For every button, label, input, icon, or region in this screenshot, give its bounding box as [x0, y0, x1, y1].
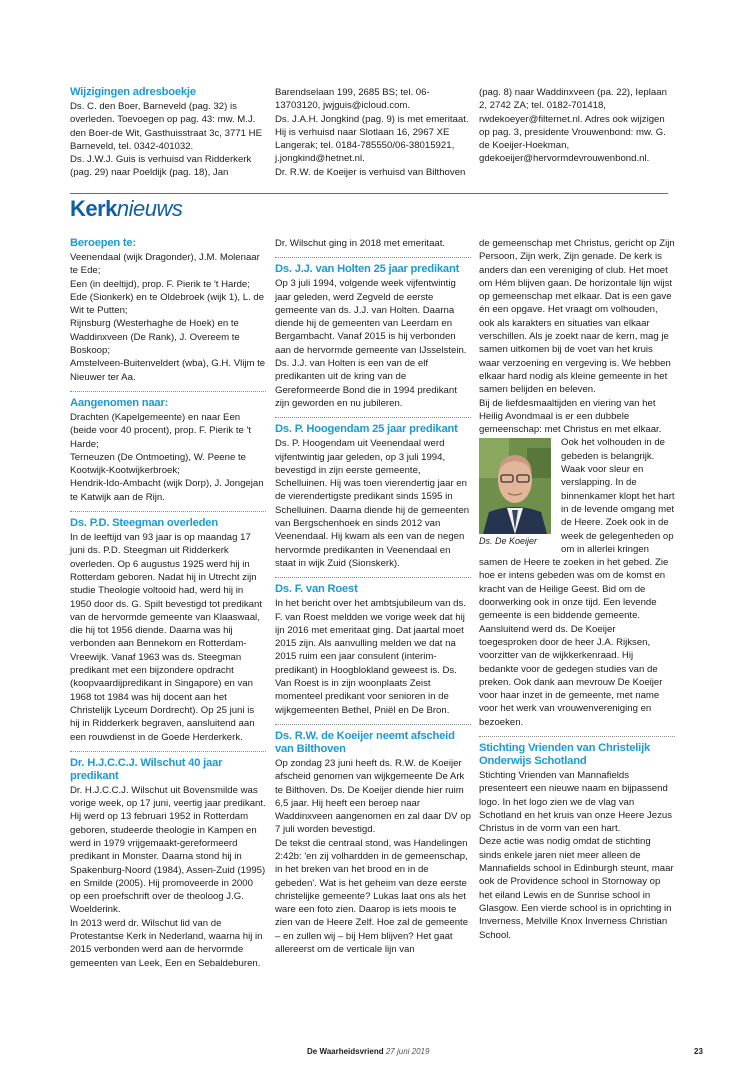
portrait-image — [479, 438, 551, 534]
column-1 — [70, 237, 266, 970]
dotted-separator — [70, 511, 266, 512]
paragraph: Aansluitend werd ds. De Koeijer toegesproken door de heer J.A. Rijksen, voorzitter van de wijkkerkenraad. Hij bedankte voor de gedegen studies van de preken. Ook dank aan mevrouw De Koeijer voor haar inzet in de gemeente, met name voor het werk van vrouwenvereniging en bezoeken. — [479, 623, 663, 728]
paragraph: In de leeftijd van 93 jaar is op maandag 17 juni ds. P.D. Steegman uit Ridderkerk overleden. Op 6 augustus 1925 werd hij in Rotterdam geboren. Nadat hij in Utrecht zijn studie Theologie voltooid had, werd hij in 1950 door ds. G. Spilt bevestigd tot predikant van de hervormde gemeente van Klaaswaal, die hij tot 1956 diende. Daarna was hij verbonden aan Bennekom en Rotterdam-Vreewijk. Vanaf 1963 was ds. Steegman predikant met een bijzondere opdracht (koopvaardijpredikant in Singapore) en van 1968 tot 1984 was hij docent aan het Christelijk Lyceum Dordrecht). Op 25 juni is hij in Ridderkerk begraven, aansluitend aan een rouwdienst in de Goede Herderkerk. — [70, 532, 262, 743]
paragraph: Ds. C. den Boer, Barneveld (pag. 32) is overleden. Toevoegen op pag. 43: mw. M.J. den Boer-de Wit, Gasthuisstraat 3c, 3771 HE Barneveld, tel. 0342-401032. — [70, 101, 262, 152]
dotted-separator — [275, 724, 471, 725]
paragraph: Ds. J.A.H. Jongkind (pag. 9) is met emeritaat. Hij is verhuisd naar Slotlaan 16, 2967 XE Langerak; tel. 0184-785550/06-38015921, j.jongkind@hetnet.nl. — [275, 113, 469, 165]
dotted-separator — [275, 417, 471, 418]
paragraph: Ds. P. Hoogendam uit Veenendaal werd vijfentwintig jaar geleden, op 3 juli 1994, bevestigd in zijn eerste gemeente, Schelluinen. Hij was toen vierendertig jaar en de vierendertigste predikant sinds 1595 in Schelluinen. Daarna diende hij de gemeenten van Bergschenhoek en sinds 2012 van Veenendaal. Hij kwam als een van de negen hervormde predikanten in Veenendaal en staat in wijk Zuid (Sionskerk). — [275, 438, 470, 569]
heading-wilschut: Dr. H.J.C.C.J. Wilschut 40 jaar predikant — [70, 756, 223, 782]
paragraph: Hendrik-Ido-Ambacht (wijk Dorp), J. Jongejan te Katwijk aan de Rijn. — [70, 478, 264, 503]
page-number: 23 — [694, 1047, 703, 1056]
dotted-separator — [275, 577, 471, 578]
paragraph: Op 3 juli 1994, volgende week vijfentwintig jaar geleden, werd Zegveld de eerste gemeente van ds. J.J. van Holten. Daarna diende hij de gemeenten van Leerdam en Bergambacht. Vanaf 2015 is hij verbonden aan de hervormde gemeente van IJsselstein. Ds. J.J. van Holten is een van de elf predikanten uit de kring van de Gereformeerde Bond die in 1994 predikant zijn geworden en nu jubileren. — [275, 278, 467, 409]
heading-holten: Ds. J.J. van Holten 25 jaar predikant — [275, 263, 460, 276]
paragraph: Terneuzen (De Ontmoeting), W. Peene te Kootwijk-Kootwijkerbroek; — [70, 451, 246, 477]
photo-caption: Ds. De Koeijer — [479, 536, 538, 547]
paragraph: Veenendaal (wijk Dragonder), J.M. Molenaar te Ede; — [70, 252, 260, 277]
column-2 — [275, 237, 471, 956]
address-changes-col1 — [70, 86, 266, 180]
paragraph: Ede (Sionkerk) en te Oldebroek (wijk 1), L. de Wit te Putten; — [70, 291, 265, 317]
paragraph: Deze actie was nodig omdat de stichting sinds enkele jaren niet meer alleen de Mannafields school in Edinburgh steunt, maar ook de Providence school in Stornoway op het eiland Lewis en de Sunrise school in Glasgow. Een vierde school is in oprichting in Inverness, Melville Knox Inverness Christian School. — [479, 836, 674, 941]
address-changes-title: Wijzigingen adresboekje — [70, 86, 196, 98]
paragraph: Amstelveen-Buitenveldert (wba), G.H. Vlijm te Nieuwer ter Aa. — [70, 358, 266, 383]
paragraph: Een (in deeltijd), prop. F. Pierik te 't Harde; — [70, 278, 250, 290]
address-changes-col2 — [275, 86, 471, 179]
dotted-separator — [70, 391, 266, 392]
paragraph: Ds. J.W.J. Guis is verhuisd van Ridderkerk (pag. 29) naar Poeldijk (pag. 18), Jan — [70, 154, 252, 179]
heading-hoogendam: Ds. P. Hoogendam 25 jaar predikant — [275, 423, 458, 436]
section-divider — [70, 193, 668, 194]
paragraph: Dr. H.J.C.C.J. Wilschut uit Bovensmilde was vorige week, op 17 juni, veertig jaar predikant. Hij werd op 13 februari 1952 in Rotterdam geboren, studeerde theologie in Kampen en werd in 1979 vrijgemaakt-gereformeerd predikant in Monster. Daarna stond hij in Spakenburg-Noord (1984), Assen-Zuid (1995) en Smilde (2005). Hij promoveerde in 2000 op een proefschrift over de theoloog J.G. Woelderink. — [70, 784, 266, 916]
paragraph: In het bericht over het ambtsjubileum van ds. F. van Roest meldden we vorige week dat hij ijn 2016 met emeritaat ging. Dat jaartal moet 2015 zijn. Als aanvulling melden we dat na 2015 ruim een jaar consulent (interim-predikant) in Hoogblokland geweest is. Ds. Van Roest is in zijn woonplaats Zeist momenteel predikant voor senioren in de wijkgemeenten Bethel, Pniël en De Bron. — [275, 598, 466, 716]
paragraph: Dr. Wilschut ging in 2018 met emeritaat. — [275, 238, 446, 249]
paragraph: Dr. R.W. de Koeijer is verhuisd van Bilthoven — [275, 166, 466, 178]
portrait-photo — [479, 438, 553, 548]
dotted-separator — [479, 736, 675, 737]
address-changes-col3 — [479, 86, 675, 166]
heading-koeijer: Ds. R.W. de Koeijer neemt afscheid van Bilthoven — [275, 729, 455, 755]
paragraph: Op zondag 23 juni heeft ds. R.W. de Koeijer afscheid genomen van wijkgemeente De Ark te Bilthoven. Ds. De Koeijer diende hier ruim 6,5 jaar. Hij heeft een beroep naar Waddinxveen aangenomen en zal daar DV op 7 juli worden bevestigd. — [275, 757, 471, 836]
heading-stichting: Stichting Vrienden van Christelijk Onderwijs Schotland — [479, 741, 650, 767]
section-title: Kerknieuws — [70, 196, 183, 221]
heading-roest: Ds. F. van Roest — [275, 583, 358, 596]
paragraph: Rijnsburg (Westerhaghe de Hoek) en te Waddinxveen (De Rank), J. Overeem te Boskoop; — [70, 318, 240, 357]
paragraph: De tekst die centraal stond, was Handelingen 2:42b: 'en zij volhardden in de gemeenschap, in het breken van het brood en in de gebeden'. Wat is het geheim van deze eerste christelijke gemeente? Lukas laat ons als het ware een foto zien. Daarop is iets moois te zien van de Heere Zelf. Hoe zal de gemeente – en zullen wij – bij Hem blijven? Het gaat allereerst om de verticale lijn van — [275, 837, 469, 956]
paragraph: Stichting Vrienden van Mannafields presenteert een nieuwe naam en bijpassend logo. In het logo zien we de vlag van Schotland en het kruis van onze Heere Jezus Christus in de vorm van een hart. — [479, 769, 673, 835]
column-3 — [479, 237, 675, 942]
heading-aangenomen: Aangenomen naar: — [70, 396, 169, 409]
paragraph: Bij de liefdesmaaltijden en viering van het Heilig Avondmaal is er een dubbele gemeenschap: met Christus en met elkaar. — [479, 397, 662, 436]
paragraph: de gemeenschap met Christus, gericht op Zijn Persoon, Zijn werk, Zijn genade. De kerk is anders dan een vereniging of club. Het moet om Hém blijven gaan. De horizontale lijn wijst op gemeenschap met elkaar. Dat is een gave én een opgave. Het vraagt om volhouden, ook als karakters en situaties van elkaar verschillen. Als je zoekt naar de kern, mag je samen uitkomen bij de voet van het kruis waar verzoening en vergeving is. We hebben elkaar hard nodig als kleine gemeente in het samen belijden en beleven. — [479, 238, 675, 396]
dotted-separator — [70, 751, 266, 752]
paragraph: Drachten (Kapelgemeente) en naar Een (beide voor 40 procent), prop. F. Pierik te 't Harde; — [70, 411, 252, 450]
paragraph: (pag. 8) naar Waddinxveen (pa. 22), Ieplaan 2, 2742 ZA; tel. 0182-701418, rwdekoeyer@filternet.nl. Adres ook wijzigen op pag. 3, presidente Vrouwenbond: mw. G. de Koeijer-Hoekman, gdekoeijer@hervormdevrouwenbond.nl. — [479, 87, 667, 165]
dotted-separator — [275, 257, 471, 258]
paragraph: Barendselaan 199, 2685 BS; tel. 06-13703120, jwjguis@icloud.com. — [275, 87, 430, 112]
publication-line: De Waarheidsvriend 27 juni 2019 — [307, 1047, 430, 1056]
heading-steegman: Ds. P.D. Steegman overleden — [70, 517, 218, 530]
heading-beroepen: Beroepen te: — [70, 237, 136, 249]
paragraph: In 2013 werd dr. Wilschut lid van de Protestantse Kerk in Nederland, waarna hij in 2015 verbonden werd aan de hervormde gemeenten van Leek, Een en Sebaldeburen. — [70, 917, 263, 969]
paragraph: Ook het volhouden in de gebeden is belangrijk. Waak voor sleur en verslapping. In de binnenkamer klopt het hart in de levende omgang met de Heere. Zoek ook in de week de gelegenheden op om in allerlei kringen samen de Heere te zoeken in het gebed. Zie hoe er intens gebeden was om de komst en kracht van de Heilige Geest. Bid om de doorwerking ook in onze tijd. Een levende gemeente is een biddende gemeente. — [479, 437, 675, 622]
